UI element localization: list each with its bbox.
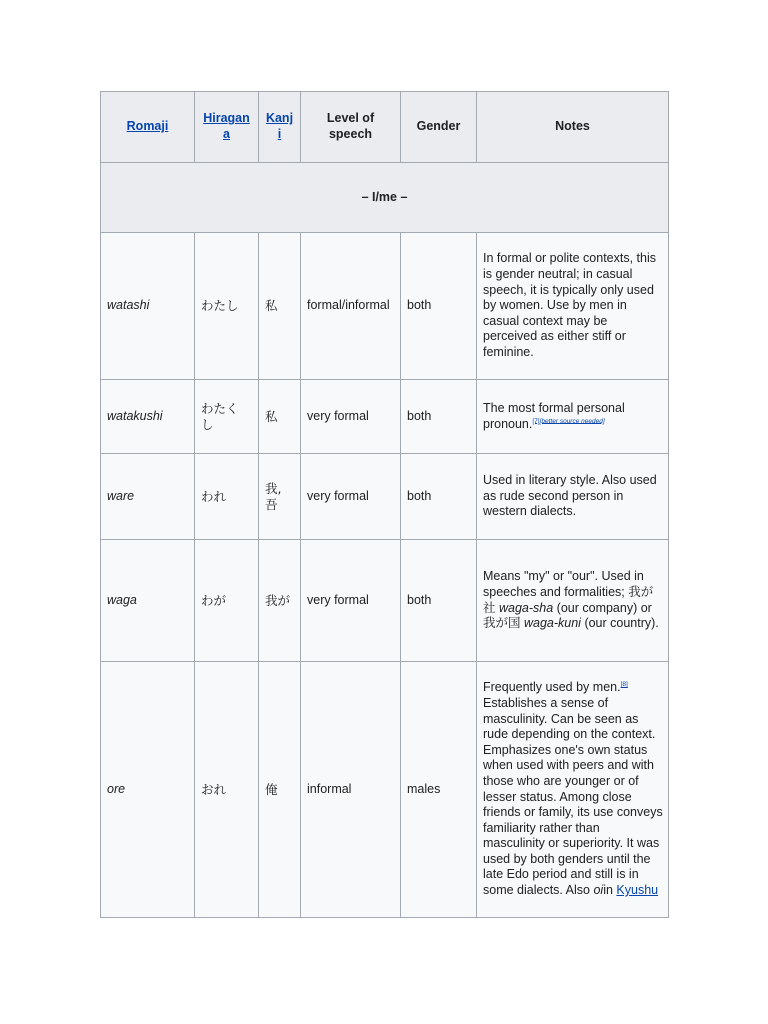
- cell-notes: Used in literary style. Also used as rude second person in western dialects.: [477, 454, 669, 540]
- citation-link[interactable]: [7]: [532, 417, 540, 425]
- notes-text: in: [603, 883, 617, 898]
- cell-notes: [477, 662, 669, 918]
- notes-romaji: waga-kuni: [523, 616, 581, 631]
- hiragana-text: わたくし: [201, 400, 239, 432]
- cell-romaji: waga: [101, 540, 195, 662]
- notes-romaji: waga-sha: [498, 600, 554, 615]
- notes-text: (our company) or 我が国: [483, 600, 652, 631]
- table-row: [101, 233, 669, 380]
- cell-kanji: 俺: [259, 662, 301, 918]
- table-row: [101, 380, 669, 454]
- kanji-text: 我, 吾: [265, 480, 282, 512]
- kyushu-link[interactable]: Kyushu: [616, 883, 659, 898]
- cell-kanji: 我が: [259, 540, 301, 662]
- cell-notes: [477, 380, 669, 454]
- cell-romaji: watashi: [101, 233, 195, 380]
- notes-romaji: oi: [593, 883, 604, 898]
- table-row: [101, 662, 669, 918]
- cell-notes: In formal or polite contexts, this is gender neutral; in casual speech, it is typically only used by women. Use by men in casual context may be perceived as either stiff or feminine.: [477, 233, 669, 380]
- table-row: [101, 540, 669, 662]
- col-header-hiragana[interactable]: [195, 92, 259, 163]
- cell-romaji: ore: [101, 662, 195, 918]
- cell-level: formal/informal: [301, 233, 401, 380]
- cell-gender: both: [401, 454, 477, 540]
- cell-gender: both: [401, 540, 477, 662]
- citation-link[interactable]: [8]: [620, 681, 628, 689]
- cell-romaji: ware: [101, 454, 195, 540]
- col-header-romaji[interactable]: [101, 92, 195, 163]
- kanji-link[interactable]: Kanji: [265, 111, 294, 141]
- cell-hiragana: われ: [195, 454, 259, 540]
- col-header-level: Level of speech: [301, 92, 401, 163]
- cell-hiragana: わが: [195, 540, 259, 662]
- cell-level: very formal: [301, 540, 401, 662]
- section-header: – I/me –: [101, 163, 669, 233]
- col-header-kanji[interactable]: [259, 92, 301, 163]
- cell-romaji: watakushi: [101, 380, 195, 454]
- cell-gender: both: [401, 380, 477, 454]
- col-header-gender: Gender: [401, 92, 477, 163]
- header-row: [101, 92, 669, 163]
- cell-hiragana: [195, 380, 259, 454]
- table-row: [101, 454, 669, 540]
- section-row: [101, 163, 669, 233]
- cell-kanji: [259, 454, 301, 540]
- cell-hiragana: わたし: [195, 233, 259, 380]
- romaji-link[interactable]: Romaji: [126, 119, 169, 134]
- col-header-notes: Notes: [477, 92, 669, 163]
- citation: [621, 681, 628, 688]
- cell-gender: both: [401, 233, 477, 380]
- notes-text: The most formal personal pronoun.: [483, 400, 625, 431]
- cell-level: very formal: [301, 380, 401, 454]
- cell-level: very formal: [301, 454, 401, 540]
- cell-notes: [477, 540, 669, 662]
- cell-kanji: 私: [259, 380, 301, 454]
- citation: [532, 417, 604, 424]
- hiragana-link[interactable]: Hiragana: [203, 111, 250, 141]
- pronoun-table: [100, 91, 669, 918]
- better-source-link[interactable]: [better source needed]: [539, 417, 605, 425]
- cell-level: informal: [301, 662, 401, 918]
- notes-text: (our country).: [580, 616, 659, 631]
- cell-hiragana: おれ: [195, 662, 259, 918]
- notes-text: Frequently used by men.: [483, 680, 621, 695]
- cell-kanji: 私: [259, 233, 301, 380]
- cell-gender: males: [401, 662, 477, 918]
- notes-text: Establishes a sense of masculinity. Can be seen as rude depending on the context. Emphasizes one's own status when used with peers and with those who are younger or of lesser status. Among close friends or family, its use conveys familiarity rather than masculinity or superiority. It was used by both genders until the late Edo period and still is in some dialects. Also: [483, 695, 663, 898]
- notes-text: Means "my" or "our". Used in speeches and formalities; 我が社: [483, 569, 654, 615]
